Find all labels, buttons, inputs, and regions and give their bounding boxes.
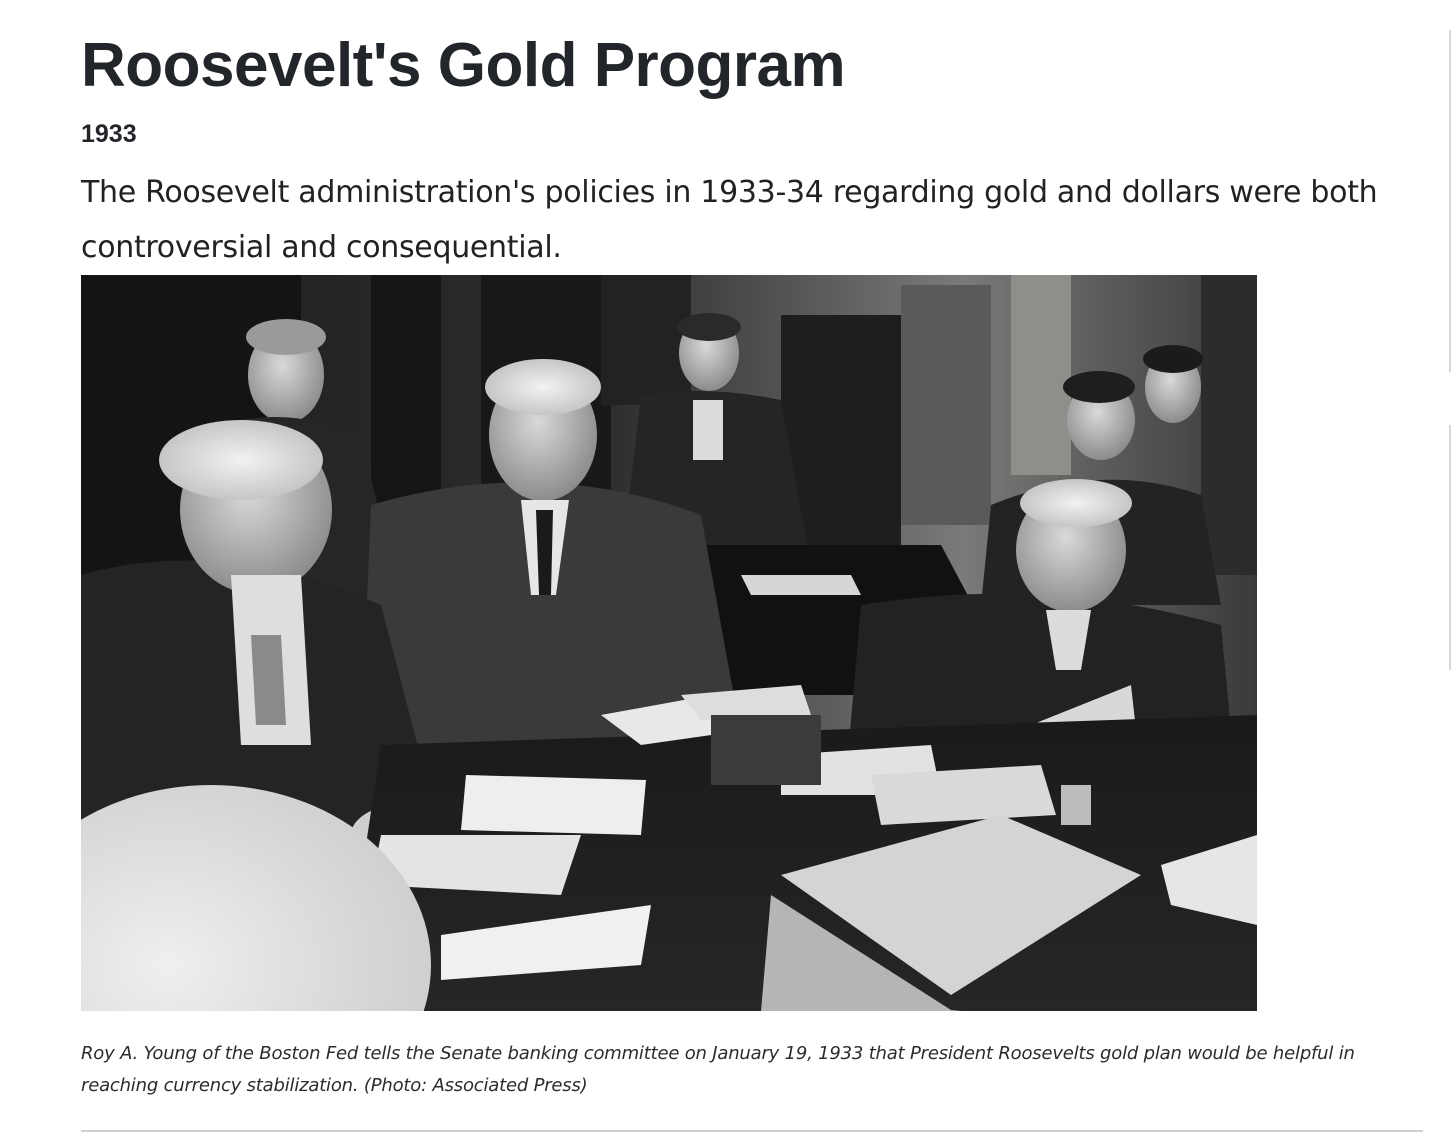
photo-caption: Roy A. Young of the Boston Fed tells the Senate banking committee on January 19, 1933 that President Roosevelts gold plan would be helpful in reaching currency stabilization. (Photo: Associated Press) <box>81 1043 1355 1096</box>
article-year: 1933 <box>81 120 137 148</box>
article-title: Roosevelt's Gold Program <box>81 31 846 100</box>
photo-icon <box>81 275 1257 1011</box>
page-edge-line <box>1449 30 1451 372</box>
article-photo <box>81 275 1257 1011</box>
section-divider <box>81 1130 1423 1132</box>
article-lede: The Roosevelt administration's policies in 1933-34 regarding gold and dollars were both controversial and consequential. <box>81 175 1378 265</box>
page-edge-line <box>1449 425 1451 670</box>
